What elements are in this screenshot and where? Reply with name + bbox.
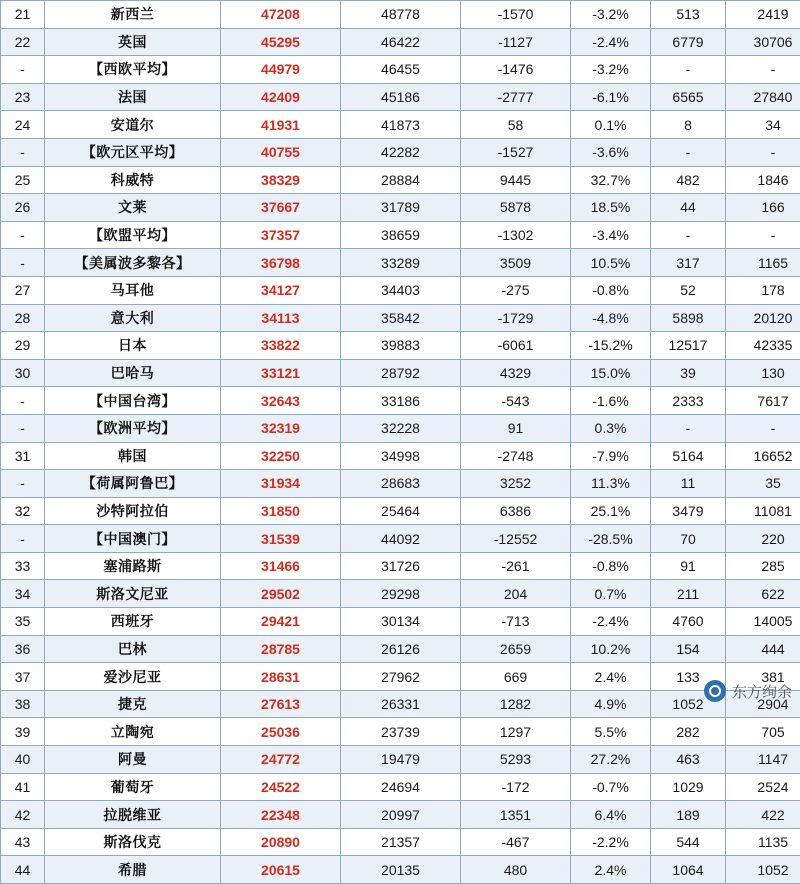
table-row (1, 580, 800, 608)
cell-name: 立陶宛 (45, 718, 221, 746)
cell-total: 463 (651, 746, 726, 774)
cell-delta: -6061 (461, 332, 571, 360)
cell-name: 安道尔 (45, 111, 221, 139)
cell-delta: -543 (461, 387, 571, 415)
cell-population: 285 (726, 552, 800, 580)
cell-rank: 29 (1, 332, 45, 360)
cell-name: 韩国 (45, 442, 221, 470)
cell-population: 444 (726, 635, 800, 663)
cell-total: - (651, 414, 726, 442)
cell-delta: -2777 (461, 83, 571, 111)
cell-delta-pct: -2.4% (571, 28, 651, 56)
cell-population: 30706 (726, 28, 800, 56)
cell-rank: 26 (1, 194, 45, 222)
cell-prev: 28884 (341, 166, 461, 194)
cell-name: 英国 (45, 28, 221, 56)
cell-prev: 29298 (341, 580, 461, 608)
cell-delta-pct: -2.4% (571, 608, 651, 636)
cell-name: 葡萄牙 (45, 773, 221, 801)
table-row (1, 332, 800, 360)
cell-prev: 34998 (341, 442, 461, 470)
cell-rank: - (1, 249, 45, 277)
cell-rank: 39 (1, 718, 45, 746)
cell-total: 482 (651, 166, 726, 194)
cell-population: 2419 (726, 1, 800, 29)
cell-prev: 28792 (341, 359, 461, 387)
table-row (1, 194, 800, 222)
cell-prev: 25464 (341, 497, 461, 525)
cell-delta-pct: -2.2% (571, 828, 651, 856)
cell-name: 拉脱维亚 (45, 801, 221, 829)
cell-value-main: 31466 (221, 552, 341, 580)
table-row (1, 635, 800, 663)
table-row (1, 718, 800, 746)
cell-population: 130 (726, 359, 800, 387)
cell-population: 11081 (726, 497, 800, 525)
cell-name: 【西欧平均】 (45, 56, 221, 84)
cell-delta: -1127 (461, 28, 571, 56)
table-row (1, 773, 800, 801)
cell-value-main: 42409 (221, 83, 341, 111)
table-row (1, 414, 800, 442)
cell-total: 91 (651, 552, 726, 580)
cell-total: 1064 (651, 856, 726, 884)
cell-population: - (726, 56, 800, 84)
cell-delta-pct: 2.4% (571, 663, 651, 691)
cell-total: 3479 (651, 497, 726, 525)
cell-value-main: 32250 (221, 442, 341, 470)
cell-delta: 480 (461, 856, 571, 884)
cell-population: 220 (726, 525, 800, 553)
cell-value-main: 31850 (221, 497, 341, 525)
cell-delta: -713 (461, 608, 571, 636)
cell-delta-pct: 0.3% (571, 414, 651, 442)
cell-population: 2904 (726, 690, 800, 718)
cell-delta: -1476 (461, 56, 571, 84)
cell-delta: 3252 (461, 470, 571, 498)
cell-value-main: 20615 (221, 856, 341, 884)
cell-delta: 5293 (461, 746, 571, 774)
cell-rank: 27 (1, 276, 45, 304)
table-row (1, 608, 800, 636)
cell-delta-pct: 5.5% (571, 718, 651, 746)
cell-name: 西班牙 (45, 608, 221, 636)
cell-name: 希腊 (45, 856, 221, 884)
cell-prev: 48778 (341, 1, 461, 29)
cell-population: 1052 (726, 856, 800, 884)
cell-name: 巴林 (45, 635, 221, 663)
cell-population: 34 (726, 111, 800, 139)
cell-total: 4760 (651, 608, 726, 636)
cell-rank: - (1, 56, 45, 84)
cell-delta: 1297 (461, 718, 571, 746)
cell-name: 法国 (45, 83, 221, 111)
cell-delta-pct: 6.4% (571, 801, 651, 829)
cell-delta: 6386 (461, 497, 571, 525)
cell-prev: 31726 (341, 552, 461, 580)
cell-value-main: 29502 (221, 580, 341, 608)
cell-name: 科威特 (45, 166, 221, 194)
cell-population: 35 (726, 470, 800, 498)
table-body (1, 1, 800, 884)
cell-value-main: 29421 (221, 608, 341, 636)
cell-rank: 32 (1, 497, 45, 525)
cell-total: 5164 (651, 442, 726, 470)
cell-population: 422 (726, 801, 800, 829)
cell-value-main: 36798 (221, 249, 341, 277)
cell-delta-pct: -0.8% (571, 276, 651, 304)
cell-population: 1147 (726, 746, 800, 774)
table-row (1, 83, 800, 111)
cell-rank: - (1, 387, 45, 415)
cell-delta: -172 (461, 773, 571, 801)
cell-delta: 1351 (461, 801, 571, 829)
cell-prev: 31789 (341, 194, 461, 222)
cell-value-main: 28785 (221, 635, 341, 663)
cell-prev: 42282 (341, 138, 461, 166)
cell-delta: 91 (461, 414, 571, 442)
cell-value-main: 27613 (221, 690, 341, 718)
cell-rank: 33 (1, 552, 45, 580)
table-row (1, 442, 800, 470)
cell-prev: 39883 (341, 332, 461, 360)
cell-delta: 3509 (461, 249, 571, 277)
table-row (1, 56, 800, 84)
cell-value-main: 22348 (221, 801, 341, 829)
cell-rank: 43 (1, 828, 45, 856)
cell-delta-pct: -3.2% (571, 56, 651, 84)
cell-value-main: 28631 (221, 663, 341, 691)
cell-prev: 26331 (341, 690, 461, 718)
cell-name: 【中国澳门】 (45, 525, 221, 553)
cell-delta-pct: 15.0% (571, 359, 651, 387)
cell-value-main: 24772 (221, 746, 341, 774)
cell-rank: - (1, 525, 45, 553)
cell-total: 282 (651, 718, 726, 746)
cell-value-main: 24522 (221, 773, 341, 801)
cell-population: 2524 (726, 773, 800, 801)
cell-name: 日本 (45, 332, 221, 360)
cell-delta: 2659 (461, 635, 571, 663)
cell-value-main: 37357 (221, 221, 341, 249)
cell-total: 1029 (651, 773, 726, 801)
cell-population: - (726, 138, 800, 166)
cell-rank: 30 (1, 359, 45, 387)
cell-name: 【荷属阿鲁巴】 (45, 470, 221, 498)
cell-value-main: 40755 (221, 138, 341, 166)
cell-value-main: 31934 (221, 470, 341, 498)
cell-prev: 41873 (341, 111, 461, 139)
watermark-text: 东方绚余 (732, 681, 792, 702)
cell-prev: 35842 (341, 304, 461, 332)
table-row (1, 221, 800, 249)
table-row (1, 663, 800, 691)
cell-name: 捷克 (45, 690, 221, 718)
cell-total: 154 (651, 635, 726, 663)
cell-prev: 26126 (341, 635, 461, 663)
cell-delta: -2748 (461, 442, 571, 470)
cell-rank: 37 (1, 663, 45, 691)
cell-name: 【美属波多黎各】 (45, 249, 221, 277)
cell-rank: 21 (1, 1, 45, 29)
cell-population: - (726, 221, 800, 249)
cell-name: 新西兰 (45, 1, 221, 29)
cell-delta: -12552 (461, 525, 571, 553)
cell-name: 【欧盟平均】 (45, 221, 221, 249)
cell-value-main: 37667 (221, 194, 341, 222)
cell-total: 211 (651, 580, 726, 608)
cell-total: - (651, 56, 726, 84)
table-row (1, 249, 800, 277)
cell-total: - (651, 221, 726, 249)
cell-total: - (651, 138, 726, 166)
cell-delta-pct: 10.5% (571, 249, 651, 277)
cell-delta-pct: 0.1% (571, 111, 651, 139)
cell-total: 317 (651, 249, 726, 277)
cell-value-main: 25036 (221, 718, 341, 746)
cell-population: 14005 (726, 608, 800, 636)
table-row (1, 359, 800, 387)
cell-prev: 27962 (341, 663, 461, 691)
cell-population: 42335 (726, 332, 800, 360)
cell-total: 133 (651, 663, 726, 691)
cell-delta: 669 (461, 663, 571, 691)
cell-total: 52 (651, 276, 726, 304)
cell-prev: 33186 (341, 387, 461, 415)
cell-delta-pct: -3.4% (571, 221, 651, 249)
cell-prev: 46422 (341, 28, 461, 56)
cell-prev: 19479 (341, 746, 461, 774)
cell-name: 阿曼 (45, 746, 221, 774)
cell-rank: - (1, 138, 45, 166)
cell-delta-pct: -28.5% (571, 525, 651, 553)
cell-delta: 9445 (461, 166, 571, 194)
cell-value-main: 45295 (221, 28, 341, 56)
cell-delta-pct: -15.2% (571, 332, 651, 360)
cell-total: 2333 (651, 387, 726, 415)
cell-delta-pct: 11.3% (571, 470, 651, 498)
cell-delta-pct: 27.2% (571, 746, 651, 774)
cell-value-main: 32319 (221, 414, 341, 442)
cell-delta: -467 (461, 828, 571, 856)
cell-total: 513 (651, 1, 726, 29)
cell-name: 斯洛伐克 (45, 828, 221, 856)
cell-prev: 20135 (341, 856, 461, 884)
cell-rank: 36 (1, 635, 45, 663)
cell-rank: 31 (1, 442, 45, 470)
cell-value-main: 38329 (221, 166, 341, 194)
cell-value-main: 34113 (221, 304, 341, 332)
cell-delta-pct: -0.8% (571, 552, 651, 580)
cell-prev: 21357 (341, 828, 461, 856)
cell-rank: 38 (1, 690, 45, 718)
cell-population: - (726, 414, 800, 442)
cell-delta-pct: 2.4% (571, 856, 651, 884)
table-row (1, 856, 800, 884)
table-row (1, 387, 800, 415)
cell-population: 7617 (726, 387, 800, 415)
cell-delta: -275 (461, 276, 571, 304)
cell-name: 马耳他 (45, 276, 221, 304)
cell-name: 【欧元区平均】 (45, 138, 221, 166)
cell-delta-pct: -0.7% (571, 773, 651, 801)
table-row (1, 828, 800, 856)
table-row (1, 746, 800, 774)
cell-delta: 1282 (461, 690, 571, 718)
cell-delta: 4329 (461, 359, 571, 387)
cell-prev: 44092 (341, 525, 461, 553)
cell-rank: 41 (1, 773, 45, 801)
cell-population: 27840 (726, 83, 800, 111)
cell-name: 爱沙尼亚 (45, 663, 221, 691)
cell-delta-pct: 4.9% (571, 690, 651, 718)
cell-rank: 25 (1, 166, 45, 194)
cell-delta-pct: -4.8% (571, 304, 651, 332)
cell-prev: 32228 (341, 414, 461, 442)
cell-delta-pct: -7.9% (571, 442, 651, 470)
cell-delta-pct: -3.6% (571, 138, 651, 166)
cell-name: 【欧洲平均】 (45, 414, 221, 442)
cell-name: 斯洛文尼亚 (45, 580, 221, 608)
cell-value-main: 34127 (221, 276, 341, 304)
cell-name: 文莱 (45, 194, 221, 222)
cell-value-main: 44979 (221, 56, 341, 84)
cell-total: 44 (651, 194, 726, 222)
cell-name: 塞浦路斯 (45, 552, 221, 580)
table-row (1, 111, 800, 139)
cell-delta-pct: -6.1% (571, 83, 651, 111)
cell-total: 6565 (651, 83, 726, 111)
cell-population: 1165 (726, 249, 800, 277)
cell-delta: -261 (461, 552, 571, 580)
cell-population: 178 (726, 276, 800, 304)
cell-rank: 40 (1, 746, 45, 774)
cell-value-main: 47208 (221, 1, 341, 29)
table-row (1, 497, 800, 525)
table-row (1, 28, 800, 56)
cell-prev: 24694 (341, 773, 461, 801)
cell-total: 544 (651, 828, 726, 856)
cell-prev: 33289 (341, 249, 461, 277)
cell-total: 39 (651, 359, 726, 387)
cell-delta-pct: 25.1% (571, 497, 651, 525)
cell-total: 11 (651, 470, 726, 498)
cell-population: 381 (726, 663, 800, 691)
cell-rank: - (1, 221, 45, 249)
cell-delta-pct: -1.6% (571, 387, 651, 415)
cell-value-main: 33121 (221, 359, 341, 387)
cell-delta: -1302 (461, 221, 571, 249)
cell-value-main: 20890 (221, 828, 341, 856)
cell-value-main: 31539 (221, 525, 341, 553)
cell-prev: 20997 (341, 801, 461, 829)
cell-rank: 34 (1, 580, 45, 608)
cell-total: 12517 (651, 332, 726, 360)
table-row (1, 166, 800, 194)
cell-rank: - (1, 414, 45, 442)
cell-rank: 35 (1, 608, 45, 636)
cell-prev: 28683 (341, 470, 461, 498)
cell-delta-pct: 18.5% (571, 194, 651, 222)
cell-rank: 42 (1, 801, 45, 829)
table-row (1, 690, 800, 718)
cell-rank: 24 (1, 111, 45, 139)
cell-rank: 44 (1, 856, 45, 884)
cell-total: 8 (651, 111, 726, 139)
cell-prev: 46455 (341, 56, 461, 84)
table-row (1, 276, 800, 304)
cell-prev: 34403 (341, 276, 461, 304)
cell-population: 20120 (726, 304, 800, 332)
cell-rank: 22 (1, 28, 45, 56)
cell-rank: 23 (1, 83, 45, 111)
cell-total: 5898 (651, 304, 726, 332)
cell-delta-pct: 0.7% (571, 580, 651, 608)
table-row (1, 552, 800, 580)
cell-rank: - (1, 470, 45, 498)
cell-name: 意大利 (45, 304, 221, 332)
cell-population: 622 (726, 580, 800, 608)
cell-name: 【中国台湾】 (45, 387, 221, 415)
cell-population: 1846 (726, 166, 800, 194)
cell-name: 沙特阿拉伯 (45, 497, 221, 525)
table-row (1, 525, 800, 553)
cell-prev: 30134 (341, 608, 461, 636)
cell-total: 70 (651, 525, 726, 553)
cell-population: 16652 (726, 442, 800, 470)
table-row (1, 470, 800, 498)
cell-prev: 45186 (341, 83, 461, 111)
cell-delta-pct: 10.2% (571, 635, 651, 663)
cell-delta-pct: -3.2% (571, 1, 651, 29)
table-row (1, 138, 800, 166)
cell-value-main: 33822 (221, 332, 341, 360)
cell-delta: 204 (461, 580, 571, 608)
cell-population: 705 (726, 718, 800, 746)
table-row (1, 801, 800, 829)
cell-total: 6779 (651, 28, 726, 56)
cell-delta: -1527 (461, 138, 571, 166)
cell-value-main: 41931 (221, 111, 341, 139)
cell-population: 1135 (726, 828, 800, 856)
cell-total: 1052 (651, 690, 726, 718)
table-row (1, 1, 800, 29)
cell-name: 巴哈马 (45, 359, 221, 387)
table-row (1, 304, 800, 332)
cell-prev: 23739 (341, 718, 461, 746)
cell-delta: 5878 (461, 194, 571, 222)
cell-population: 166 (726, 194, 800, 222)
cell-total: 189 (651, 801, 726, 829)
cell-delta: -1570 (461, 1, 571, 29)
cell-rank: 28 (1, 304, 45, 332)
cell-value-main: 32643 (221, 387, 341, 415)
cell-prev: 38659 (341, 221, 461, 249)
cell-delta-pct: 32.7% (571, 166, 651, 194)
cell-delta: -1729 (461, 304, 571, 332)
cell-delta: 58 (461, 111, 571, 139)
